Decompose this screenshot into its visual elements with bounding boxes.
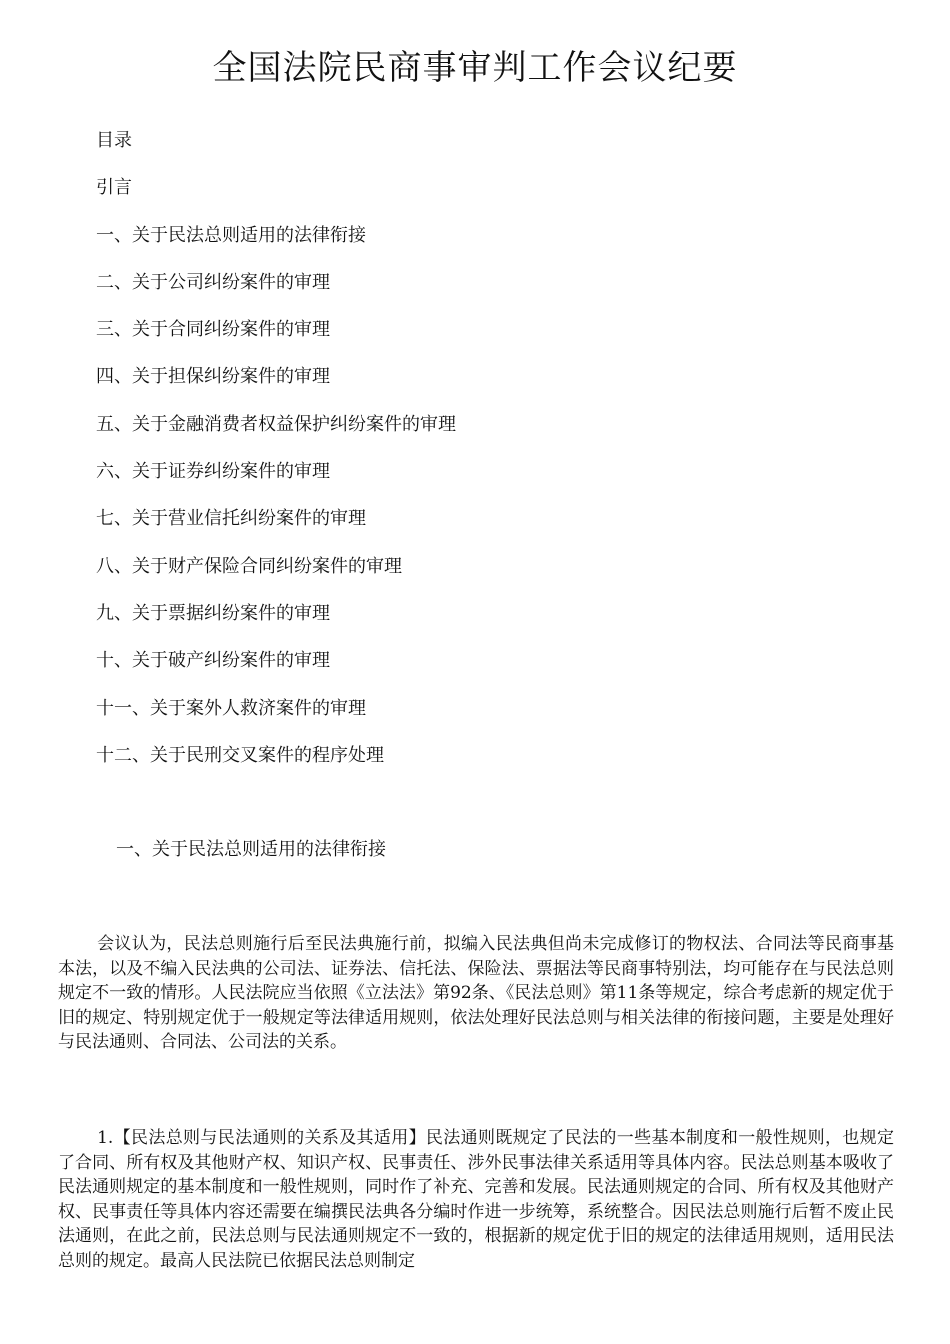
- toc-item: 十二、关于民刑交叉案件的程序处理: [96, 744, 384, 766]
- section-heading: 一、关于民法总则适用的法律衔接: [116, 839, 386, 860]
- body-paragraph: 1.【民法总则与民法通则的关系及其适用】民法通则既规定了民法的一些基本制度和一般性规则，也规定了合同、所有权及其他财产权、知识产权、民事责任、涉外民事法律关系适用等具体内容。民法总则基本吸收了民法通则规定的基本制度和一般性规则，同时作了补充、完善和发展。民法通则规定的合同、所有权及其他财产权、民事责任等具体内容还需要在编撰民法典各分编时作进一步统筹，系统整合。因民法总则施行后暂不废止民法通则，在此之前，民法总则与民法通则规定不一致的，根据新的规定优于旧的规定的法律适用规则，适用民法总则的规定。最高人民法院已依据民法总则制定: [58, 1128, 894, 1271]
- toc-item: 九、关于票据纠纷案件的审理: [96, 602, 330, 624]
- toc-item: 六、关于证券纠纷案件的审理: [96, 461, 330, 483]
- toc-item: 七、关于营业信托纠纷案件的审理: [96, 508, 366, 530]
- toc-item: 四、关于担保纠纷案件的审理: [96, 366, 330, 388]
- toc-item: 一、关于民法总则适用的法律衔接: [96, 224, 366, 246]
- toc-item: 三、关于合同纠纷案件的审理: [96, 319, 330, 341]
- toc-item: 引言: [96, 177, 132, 199]
- toc-item: 二、关于公司纠纷案件的审理: [96, 271, 330, 293]
- toc-item: 八、关于财产保险合同纠纷案件的审理: [96, 555, 402, 577]
- toc-item: 十、关于破产纠纷案件的审理: [96, 650, 330, 672]
- table-of-contents: [96, 126, 456, 788]
- toc-item: 五、关于金融消费者权益保护纠纷案件的审理: [96, 413, 456, 435]
- body-paragraph: 会议认为，民法总则施行后至民法典施行前，拟编入民法典但尚未完成修订的物权法、合同法等民商事基本法，以及不编入民法典的公司法、证券法、信托法、保险法、票据法等民商事特别法，均可能存在与民法总则规定不一致的情形。人民法院应当依照《立法法》第92条、《民法总则》第11条等规定，综合考虑新的规定优于旧的规定、特别规定优于一般规定等法律适用规则，依法处理好民法总则与相关法律的衔接问题，主要是处理好与民法通则、合同法、公司法的关系。: [58, 934, 894, 1053]
- toc-item: 十一、关于案外人救济案件的审理: [96, 697, 366, 719]
- toc-item: 目录: [96, 130, 132, 151]
- document-title: 全国法院民商事审判工作会议纪要: [212, 48, 738, 88]
